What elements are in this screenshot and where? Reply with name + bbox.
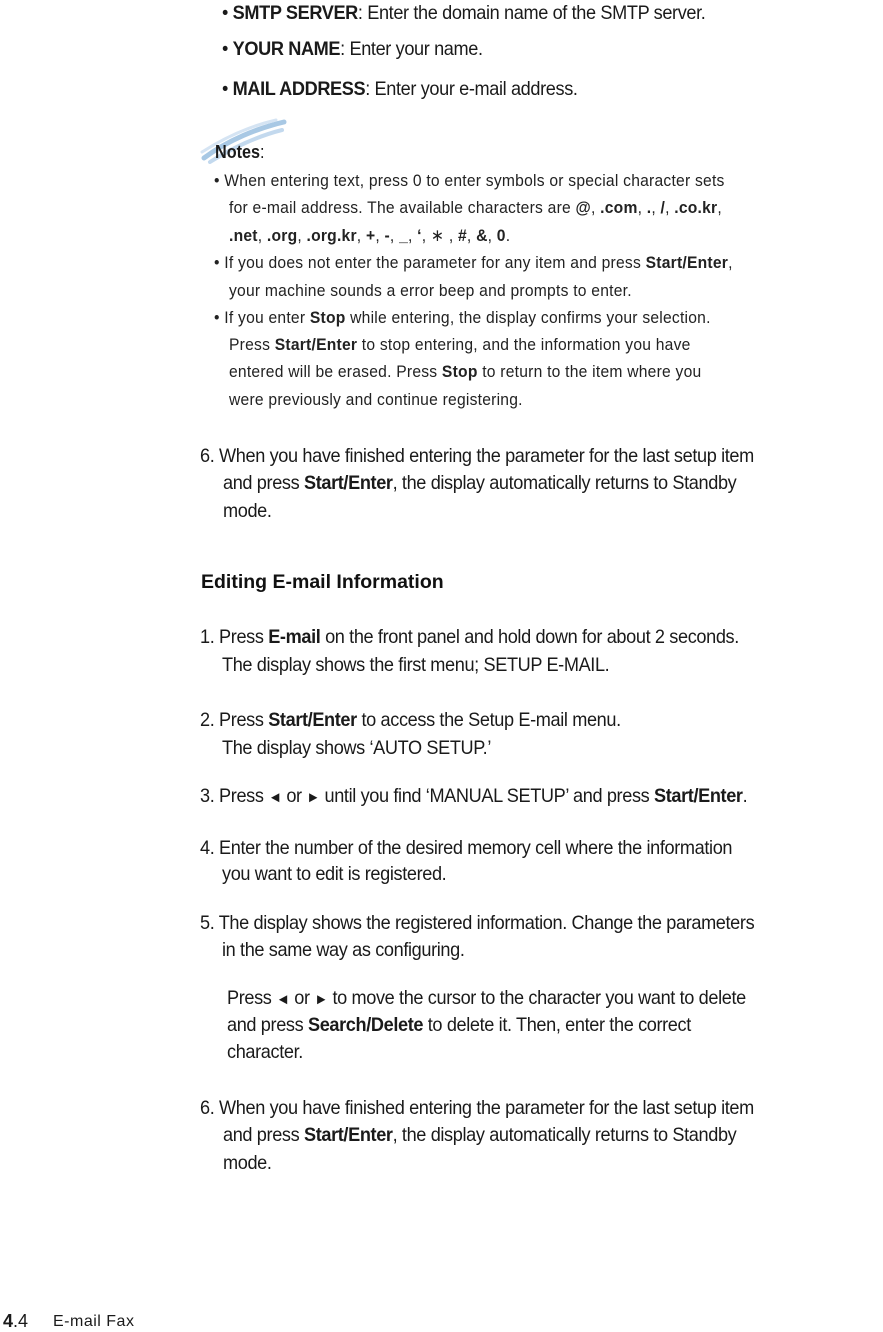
step-6a-line-3: mode.	[223, 500, 272, 522]
step-1-line-2: The display shows the first menu; SETUP E-MAIL.	[222, 654, 610, 676]
note-1-line-2: for e-mail address. The available characters are @, .com, ., /, .co.kr,	[229, 198, 722, 217]
step-2-line-2: The display shows ‘AUTO SETUP.’	[222, 737, 492, 759]
left-arrow-icon: ◄	[268, 789, 282, 806]
page-number: 4.4	[3, 1311, 29, 1331]
note-3-line-3: entered will be erased. Press Stop to return to the item where you	[229, 362, 702, 381]
bullet-label: MAIL ADDRESS	[232, 78, 366, 100]
right-arrow-icon: ►	[306, 789, 320, 806]
left-arrow-icon: ◄	[276, 991, 290, 1008]
step-5-line-2: in the same way as configuring.	[222, 939, 465, 961]
step-6a-line-2: and press Start/Enter, the display automatically returns to Standby	[223, 472, 737, 494]
step-5-press-line-3: character.	[227, 1041, 303, 1063]
step-5-press-line-1: Press ◄ or ► to move the cursor to the character you want to delete	[227, 987, 746, 1009]
step-3: 3. Press ◄ or ► until you find ‘MANUAL SETUP’ and press Start/Enter.	[200, 785, 748, 807]
bullet-mail-address: • MAIL ADDRESS: Enter your e-mail address.	[222, 78, 578, 100]
notes-title: Notes:	[215, 142, 265, 162]
bullet-label: YOUR NAME	[232, 38, 341, 60]
footer-title: E-mail Fax	[53, 1313, 135, 1330]
step-6b-line-2: and press Start/Enter, the display automatically returns to Standby	[223, 1124, 737, 1146]
note-3-line-4: were previously and continue registering.	[229, 390, 523, 409]
right-arrow-icon: ►	[314, 991, 328, 1008]
bullet-text: : Enter the domain name of the SMTP server.	[357, 2, 706, 24]
step-5-press-line-2: and press Search/Delete to delete it. Then, enter the correct	[227, 1014, 691, 1036]
bullet-label: SMTP SERVER	[232, 2, 358, 24]
bullet-text: : Enter your e-mail address.	[365, 78, 578, 100]
step-6a-line-1: 6. When you have finished entering the parameter for the last setup item	[200, 445, 754, 467]
note-3-line-1: • If you enter Stop while entering, the display confirms your selection.	[214, 308, 711, 327]
step-5-line-1: 5. The display shows the registered information. Change the parameters	[200, 912, 755, 934]
note-3-line-2: Press Start/Enter to stop entering, and the information you have	[229, 335, 691, 354]
note-2-line-1: • If you does not enter the parameter for any item and press Start/Enter,	[214, 253, 733, 272]
bullet-text: : Enter your name.	[340, 38, 483, 60]
note-1-line-3: .net, .org, .org.kr, +, -, _, ‘, ∗ , #, &, 0.	[229, 226, 511, 245]
step-6b-line-1: 6. When you have finished entering the parameter for the last setup item	[200, 1097, 754, 1119]
bullet-smtp-server: • SMTP SERVER: Enter the domain name of the SMTP server.	[222, 2, 706, 24]
step-2-line-1: 2. Press Start/Enter to access the Setup E-mail menu.	[200, 709, 621, 731]
step-4-line-1: 4. Enter the number of the desired memory cell where the information	[200, 837, 733, 859]
section-heading: Editing E-mail Information	[201, 571, 444, 593]
step-6b-line-3: mode.	[223, 1152, 272, 1174]
bullet-your-name: • YOUR NAME: Enter your name.	[222, 38, 483, 60]
step-4-line-2: you want to edit is registered.	[222, 863, 447, 885]
note-1-line-1: • When entering text, press 0 to enter symbols or special character sets	[214, 171, 725, 190]
note-2-line-2: your machine sounds a error beep and prompts to enter.	[229, 281, 632, 300]
step-1-line-1: 1. Press E-mail on the front panel and hold down for about 2 seconds.	[200, 626, 739, 648]
